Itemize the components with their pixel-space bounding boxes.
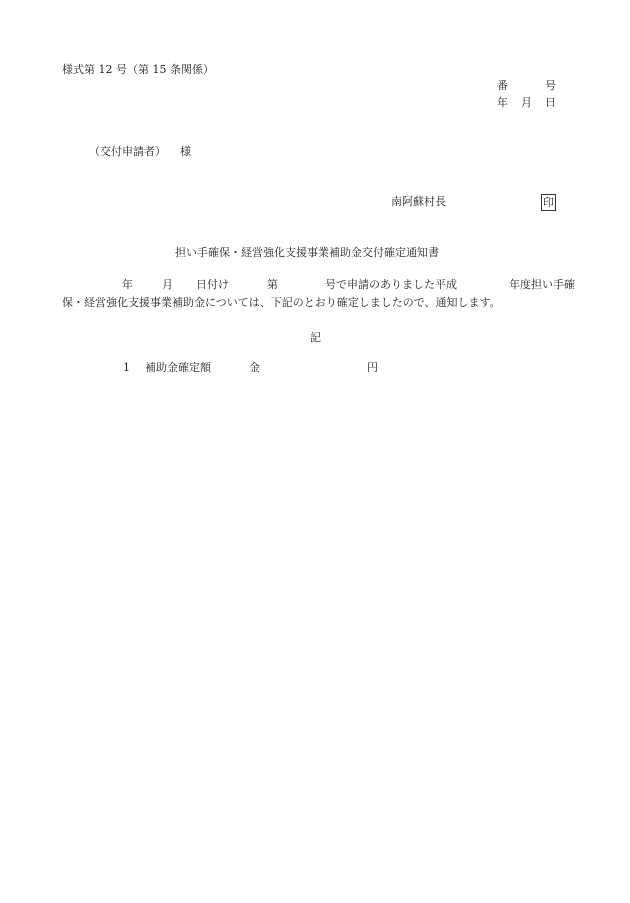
form-label: 様式第 12 号（第 15 条関係） [62, 63, 214, 76]
recipient-label: （交付申請者） [89, 145, 166, 158]
item-number: 1 [123, 361, 130, 374]
body-month: 月 [162, 278, 173, 291]
date-month: 月 [521, 96, 532, 109]
ki-heading: 記 [310, 331, 321, 344]
body-year: 年 [122, 278, 133, 291]
body-line2: 保・経営強化支援事業補助金については、下記のとおり確定しましたので、通知します。 [62, 296, 501, 309]
number-suffix: 号 [545, 79, 556, 92]
issuer-name: 南阿蘇村長 [391, 195, 446, 208]
date-day: 日 [545, 96, 556, 109]
recipient-honorific: 様 [180, 145, 191, 158]
number-label: 番 [497, 79, 508, 92]
seal-mark: 印 [543, 196, 554, 209]
document-title: 担い手確保・経営強化支援事業補助金交付確定通知書 [175, 246, 439, 259]
body-dated: 日付け [196, 278, 229, 291]
date-year: 年 [497, 96, 508, 109]
body-dai: 第 [267, 278, 278, 291]
item-kin: 金 [249, 361, 260, 374]
body-middle: 号で申請のありました平成 [325, 278, 457, 291]
item-label: 補助金確定額 [145, 361, 211, 374]
body-end: 年度担い手確 [509, 278, 575, 291]
item-yen: 円 [367, 361, 378, 374]
